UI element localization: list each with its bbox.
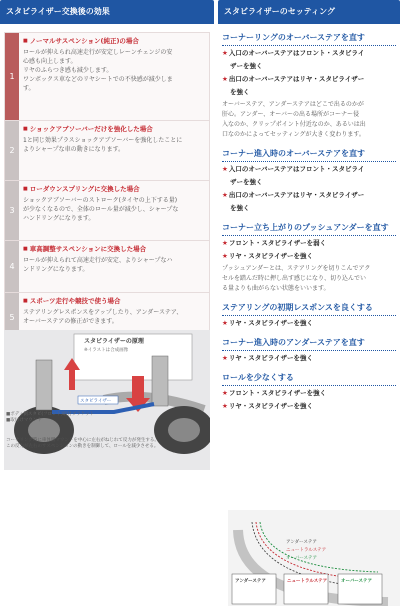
section-bullet	[222, 388, 396, 399]
effect-row	[5, 181, 209, 241]
diagram-label: スタビライザーの原理	[84, 338, 144, 345]
legend-line: ■取付けマウント	[6, 418, 42, 423]
bullet-text: 出口のオーバーステアはリヤ・スタビライザー	[228, 75, 365, 83]
bullet-text: リヤ・スタビライザーを強く	[228, 319, 314, 327]
bullet-text: を強く	[230, 204, 250, 212]
effect-title: ■ スポーツ走行や競技で使う場合	[23, 297, 205, 306]
effect-line: ワンボックス車などのリヤシートでの不快感が減少しま	[23, 76, 173, 83]
effect-number: 5	[5, 293, 19, 341]
bullet-text: フロント・スタビライザーを強く	[228, 389, 327, 397]
bullet-text: ザーを強く	[230, 178, 263, 186]
section-bullet	[222, 177, 396, 188]
section-paragraph	[222, 264, 396, 294]
effect-row	[5, 121, 209, 181]
section-title: コーナー進入時のアンダーステアを直す	[222, 337, 396, 351]
paragraph-line: る量よりも曲がらない状態をいいます。	[222, 285, 330, 292]
effects-panel	[4, 32, 210, 342]
paragraph-line: プッシュアンダーとは、ステアリングを切りこんでアク	[222, 265, 371, 272]
bullet-text: リヤ・スタビライザーを強く	[228, 252, 314, 260]
right-header: スタビライザーのセッティング	[218, 0, 400, 24]
star-icon: ★	[222, 252, 228, 260]
section-bullet	[222, 164, 396, 175]
paragraph-line: 入なのか、クリップポイント付近なのか、あるいは出	[222, 121, 366, 128]
section-bullet	[222, 238, 396, 249]
bullet-text: 入口のオーバーステアはフロント・スタビライ	[228, 49, 365, 57]
bullet-text: ザーを強く	[230, 62, 263, 70]
effect-row	[5, 241, 209, 293]
section-bullet	[222, 353, 396, 364]
diagram-legend	[6, 412, 94, 424]
star-icon: ★	[222, 354, 228, 362]
effect-line: オーバーステアの修正ができます。	[23, 318, 118, 325]
steer-diagram	[228, 510, 400, 606]
section-bullet	[222, 48, 396, 59]
bullet-text: フロント・スタビライザーを弱く	[228, 239, 327, 247]
paragraph-line: セルを踏んだ時に押し出す感じになり、切り込んでい	[222, 275, 367, 282]
effect-body	[23, 48, 205, 93]
section-bullet	[222, 190, 396, 201]
star-icon: ★	[222, 191, 228, 199]
effect-title: ■ ローダウンスプリングに交換した場合	[23, 185, 205, 194]
section-bullet	[222, 87, 396, 98]
section-title: コーナー立ち上がりのプッシュアンダーを直す	[222, 222, 396, 236]
box-under: アンダーステア	[235, 579, 266, 584]
star-icon: ★	[222, 49, 228, 57]
section-title: コーナーリングのオーバーステアを直す	[222, 32, 396, 46]
star-icon: ★	[222, 75, 228, 83]
effect-line: ショックアブソーバーのストローク(タイヤの上下する量)	[23, 197, 178, 204]
effect-number: 3	[5, 181, 19, 240]
section-paragraph	[222, 100, 396, 140]
paragraph-line: 肝心。アンダー、オーバーの出る場所がコーナー侵	[222, 111, 359, 118]
effect-line: す。	[23, 85, 35, 92]
section-bullet	[222, 203, 396, 214]
paragraph-line: 口なのかによってセッティングが大きく変わります。	[222, 131, 365, 138]
note-line: この反力が左右のサスペンションの動きを制御して、ロールを減少させる。	[6, 444, 159, 449]
effect-line: ステアリングレスポンスをアップしたり、アンダーステア、	[23, 309, 183, 316]
effect-line: ンドリングになります。	[23, 266, 89, 273]
bullet-text: 入口のオーバーステアはフロント・スタビライ	[228, 165, 365, 173]
left-header: スタビライザー交換後の効果	[0, 0, 214, 24]
section-title: ステアリングの初期レスポンスを良くする	[222, 302, 396, 316]
paragraph-line: オーバーステア、アンダーステアはどこで出るのかが	[222, 101, 364, 108]
bullet-text: リヤ・スタビライザーを強く	[228, 354, 314, 362]
bullet-text: 出口のオーバーステアはリヤ・スタビライザー	[228, 191, 365, 199]
star-icon: ★	[222, 389, 228, 397]
effect-line: 心感も向上します。	[23, 58, 77, 65]
wheel-line-over: オーバーステア	[286, 556, 317, 561]
effect-line: ロールが抑えられて高速走行が安定、よりシャープなハ	[23, 257, 173, 264]
effect-title: ■ ノーマルサスペンション(純正)の場合	[23, 37, 205, 46]
bullet-text: リヤ・スタビライザーを強く	[228, 402, 314, 410]
effect-title: ■ ショックアブソーバーだけを強化した場合	[23, 125, 205, 134]
effect-body	[23, 308, 205, 326]
effect-title: ■ 車高調整サスペンションに交換した場合	[23, 245, 205, 254]
box-over: オーバーステア	[341, 579, 372, 584]
effect-number: 1	[5, 33, 19, 120]
effect-line: よりシャープな車の動きになります。	[23, 146, 125, 153]
section-bullet	[222, 318, 396, 329]
section-bullet	[222, 251, 396, 262]
effect-body	[23, 196, 205, 223]
star-icon: ★	[222, 239, 228, 247]
effect-line: リヤのふらつき感も減少します。	[23, 67, 113, 74]
section-bullet	[222, 401, 396, 412]
section-bullet	[222, 74, 396, 85]
section-title: コーナー進入時のオーバーステアを直す	[222, 148, 396, 162]
setting-sections	[218, 32, 400, 412]
diagram-note	[6, 438, 206, 450]
star-icon: ★	[222, 319, 228, 327]
effect-line: ロールが抑えられ高速走行が安定しレーンチェンジの安	[23, 49, 173, 56]
stabilizer-tag: スタビライザー	[80, 399, 112, 404]
bullet-text: を強く	[230, 88, 250, 96]
star-icon: ★	[222, 402, 228, 410]
section-bullet	[222, 61, 396, 72]
wheel-line-neutral: ニュートラルステア	[286, 548, 327, 553]
effect-line: 1と同じ効果プラスショックアブソーバーを強化したことに	[23, 137, 183, 144]
effect-body	[23, 136, 205, 154]
effect-line: ハンドリングになります。	[23, 215, 95, 222]
effect-line: が少なくなるので、全体のロール量が減少し、シャープな	[23, 206, 179, 213]
effect-number: 4	[5, 241, 19, 292]
legend-line: ■ボディ側スタビ(フロント)取付ブラケット	[6, 412, 95, 417]
box-neutral: ニュートラルステア	[287, 579, 328, 584]
section-title: ロールを少なくする	[222, 372, 396, 386]
diagram-sub: ※イラストは合成画像	[84, 348, 129, 353]
note-line: コーナリング時に車体側マウントを中心に左右がねじれて反力が発生する。	[6, 438, 159, 443]
star-icon: ★	[222, 165, 228, 173]
effect-body	[23, 256, 205, 274]
wheel-line-under: アンダーステア	[286, 540, 317, 545]
effect-number: 2	[5, 121, 19, 180]
effect-row	[5, 33, 209, 121]
